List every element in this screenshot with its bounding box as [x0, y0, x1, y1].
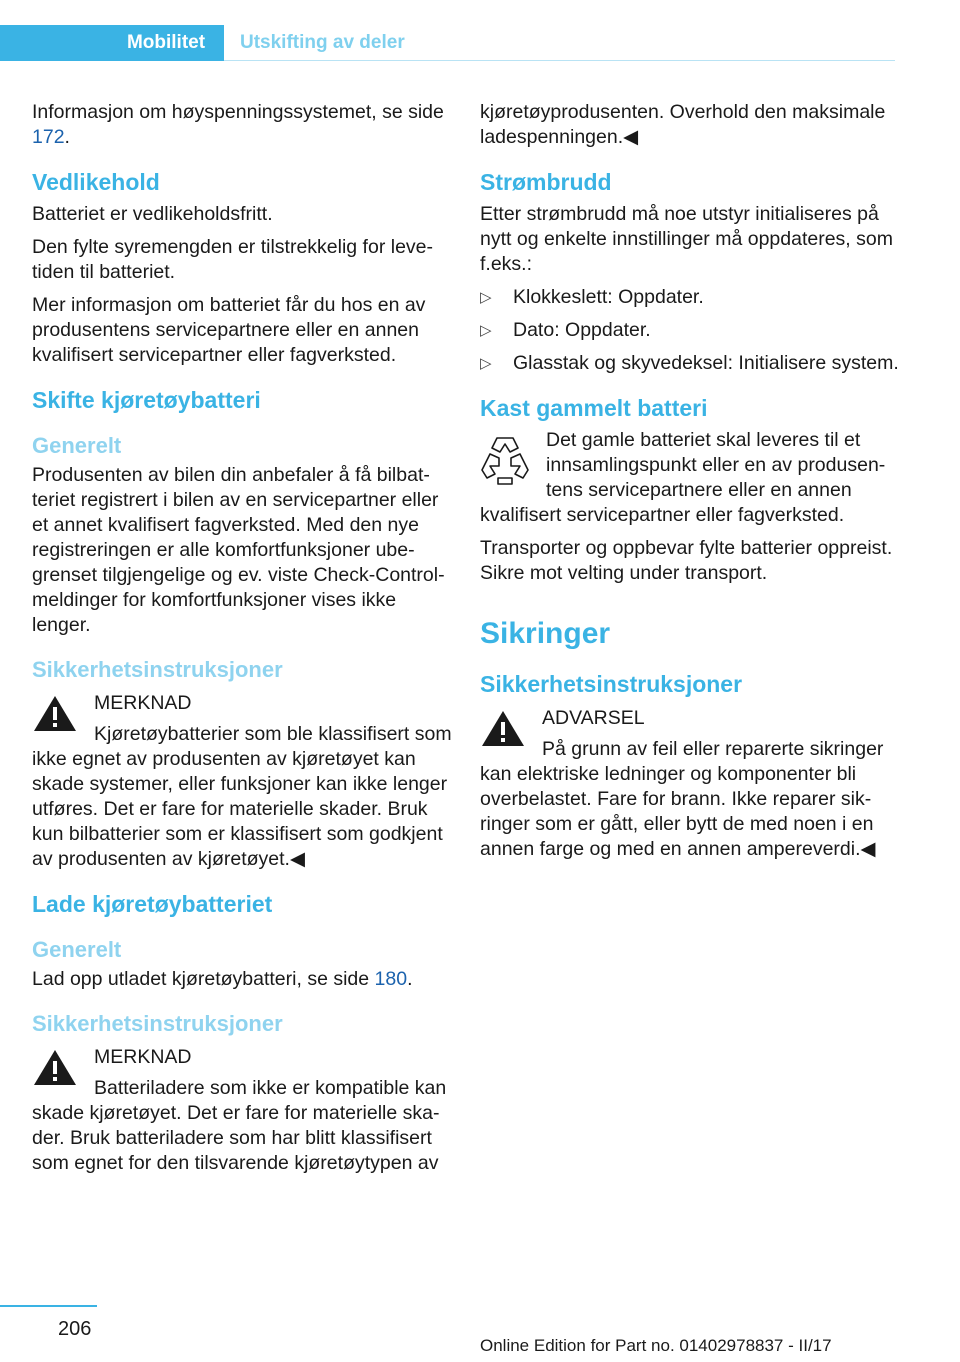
warning-triangle-icon: [32, 693, 78, 733]
strombrudd-list: [480, 285, 900, 376]
bullet-triangle-icon: ▷: [480, 289, 492, 306]
vedlikehold-p3: Mer informasjon om batteriet får du hos en av produsentens servicepartnere eller en annen kvalifisert servicepartner eller fagverksted.: [32, 294, 426, 366]
kast-paragraph-2: Transporter og oppbevar fylte batterier oppreist. Sikre mot velting under transport.: [480, 537, 893, 584]
heading-vedlikehold: Vedlikehold: [32, 169, 160, 195]
vedlikehold-p1: Batteriet er vedlikeholdsfritt.: [32, 203, 273, 225]
heading-kast: Kast gammelt batteri: [480, 395, 708, 421]
footer-accent-line: [0, 1305, 97, 1307]
heading-lade: Lade kjøretøybatteriet: [32, 891, 273, 917]
edition-text: Online Edition for Part no. 01402978837 - II/17: [480, 1336, 832, 1355]
warning-1-text: Kjøretøybatterier som ble klassifisert som ikke egnet av produsenten av kjøretøyet kan skade systemer, eller funksjoner kan ikke lenger utføres. Det er fare for materielle skader. Bruk kun bilbatterier som er klassifisert som godkjent av produsenten av kjøretøyet.◀: [32, 723, 452, 870]
warning-3-label: ADVARSEL: [542, 707, 645, 729]
heading-sikkerhet-3: Sikkerhetsinstruksjoner: [480, 671, 743, 697]
heading-generelt-1: Generelt: [32, 433, 122, 458]
warning-3-text: På grunn av feil eller reparerte sikringer kan elektriske ledninger og komponenter bli overbelastet. Fare for brann. Ikke reparer sikringer som er gått, eller bytt de med noen i en annen farge og med en annen ampereverdi.◀: [480, 738, 884, 860]
page-link-172[interactable]: 172: [32, 126, 65, 148]
header-divider: [224, 60, 895, 61]
warning-2-label: MERKNAD: [94, 1046, 192, 1068]
warning-2-text: Batteriladere som ikke er kompatible kan skade kjøretøyet. Det er fare for materielle skader. Bruk batteriladere som har blitt klassifisert som egnet for den tilsvarende kjøretøytypen av: [32, 1077, 447, 1174]
page-number: 206: [58, 1318, 92, 1340]
header-breadcrumb[interactable]: Utskifting av deler: [240, 32, 405, 53]
warning-block-2: [32, 1045, 452, 1176]
warning-block-1: [32, 691, 452, 872]
right-column: [480, 100, 900, 868]
intro-paragraph: Informasjon om høyspenningssystemet, se side 172.: [32, 101, 444, 148]
warning-block-3: [480, 706, 900, 862]
header-section-tab[interactable]: Mobilitet: [108, 25, 224, 61]
generelt-1-paragraph: Produsenten av bilen din anbefaler å få bilbatteriet registrert i bilen av en servicepartner eller et annet kvalifisert fagverksted. Med den nye registreringen er alle komfortfunksjoner ubegrenset tilgjengelige og ev. viste Check-Control-meldinger for komfortfunksjoner vises ikke lenger.: [32, 464, 445, 636]
vedlikehold-p2: Den fylte syremengden er tilstrekkelig for levetiden til batteriet.: [32, 236, 434, 283]
list-item: ▷ Klokkeslett: Oppdater.: [480, 286, 704, 308]
strombrudd-paragraph: Etter strømbrudd må noe utstyr initialiseres på nytt og enkelte innstillinger må oppdateres, som f.eks.:: [480, 203, 893, 275]
generelt-2-paragraph: Lad opp utladet kjøretøybatteri, se side 180.: [32, 968, 413, 990]
heading-sikkerhet-1: Sikkerhetsinstruksjoner: [32, 657, 283, 682]
header-accent-bar: [0, 25, 108, 61]
heading-sikkerhet-2: Sikkerhetsinstruksjoner: [32, 1011, 283, 1036]
heading-generelt-2: Generelt: [32, 937, 122, 962]
bullet-triangle-icon: ▷: [480, 355, 492, 372]
recycle-icon: [480, 432, 530, 488]
recycle-block: [480, 428, 900, 528]
chapter-title-sikringer: Sikringer: [480, 617, 611, 650]
warning-triangle-icon: [480, 708, 526, 748]
list-item: ▷ Dato: Oppdater.: [480, 319, 651, 341]
list-item: ▷ Glasstak og skyvedeksel: Initialisere system.: [480, 352, 899, 374]
page-link-180[interactable]: 180: [374, 968, 408, 990]
warning-1-label: MERKNAD: [94, 692, 192, 714]
warning-triangle-icon: [32, 1047, 78, 1087]
kast-paragraph-1: Det gamle batteriet skal leveres til et innsamlingspunkt eller en av produsentens servicepartnere eller en annen kvalifisert servicepartner eller fagverksted.: [480, 429, 886, 526]
bullet-triangle-icon: ▷: [480, 322, 492, 339]
heading-skifte: Skifte kjøretøybatteri: [32, 387, 261, 413]
heading-strombrudd: Strømbrudd: [480, 169, 612, 195]
continuation-paragraph: kjøretøyprodusenten. Overhold den maksimale ladespenningen.◀: [480, 101, 886, 148]
left-column: [32, 100, 452, 1182]
